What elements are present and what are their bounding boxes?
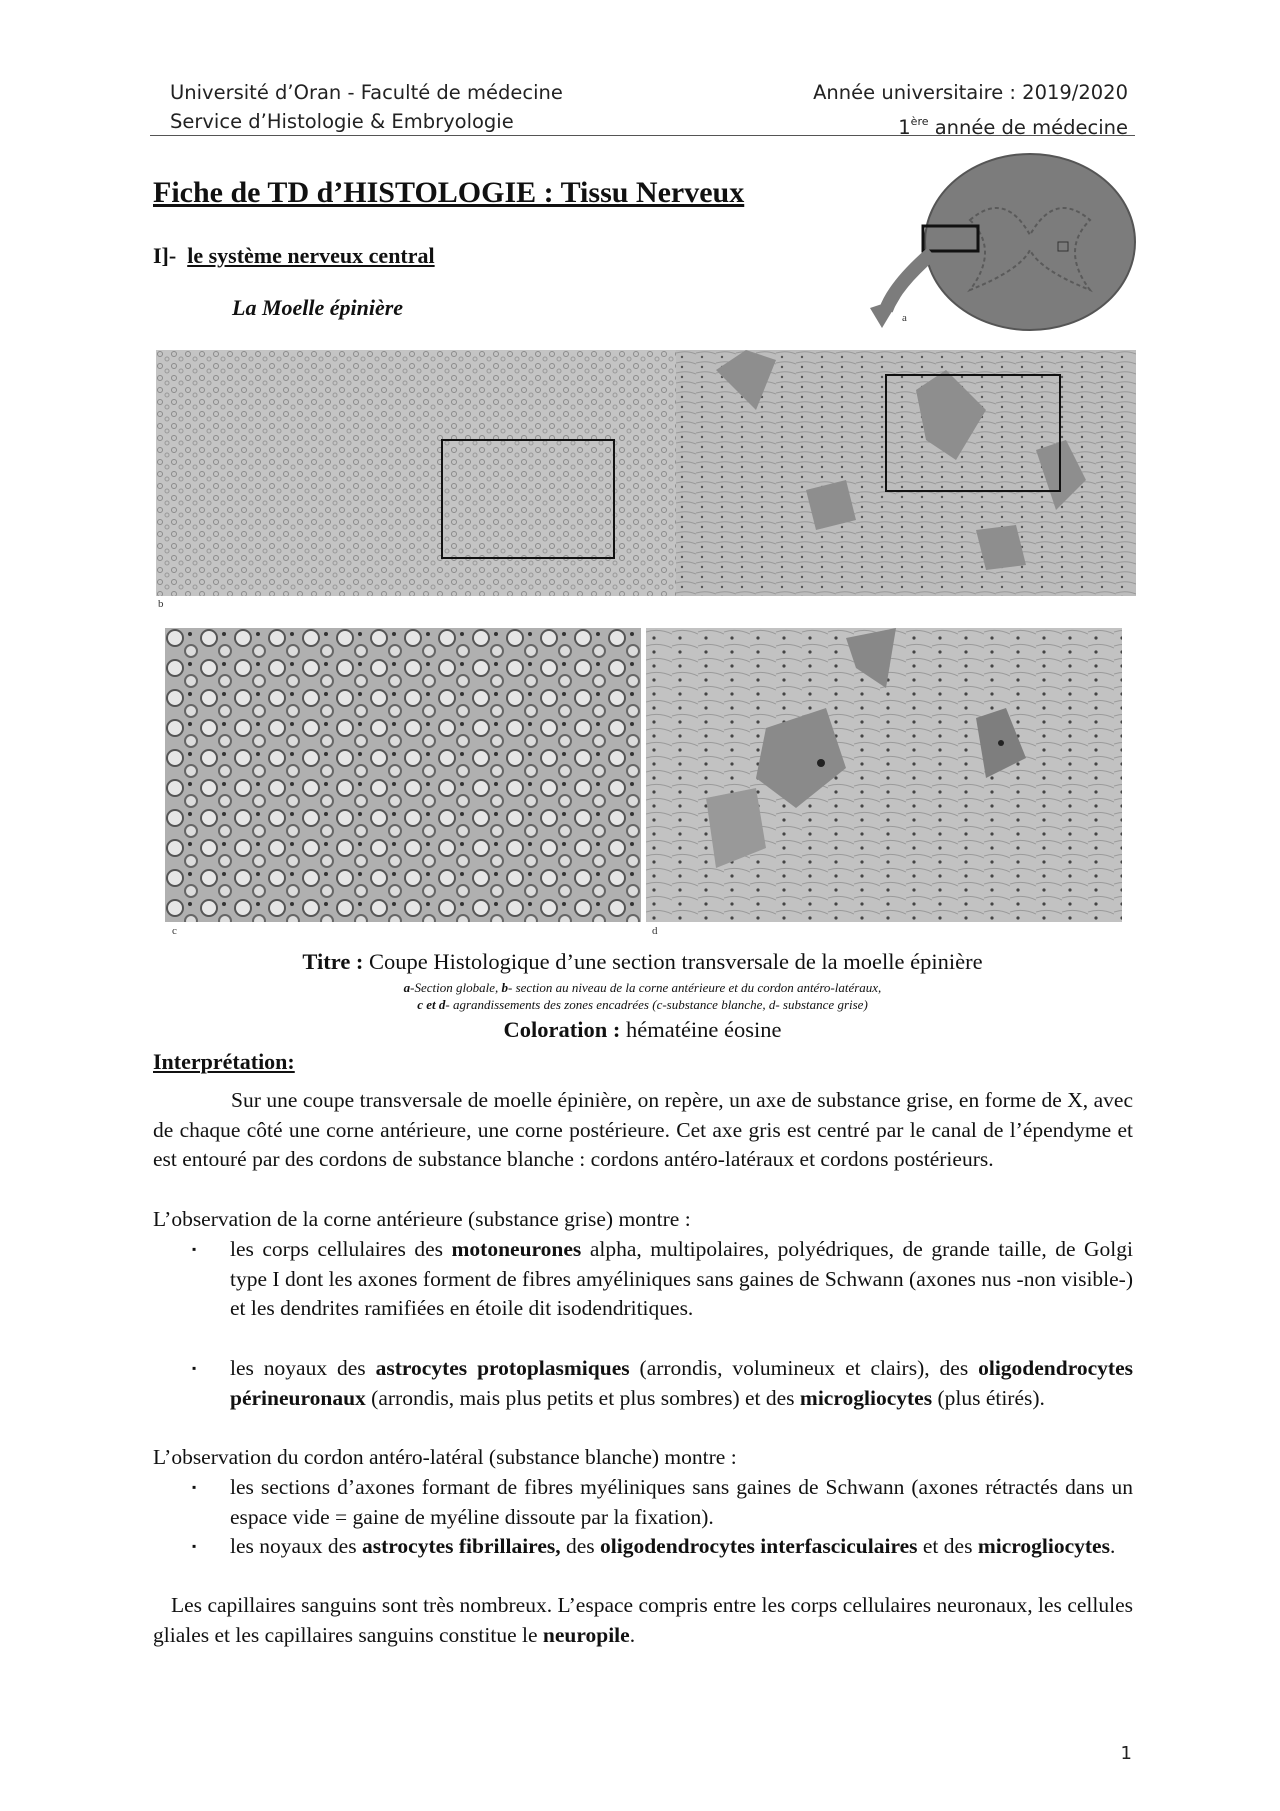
section-label: le système nerveux central — [187, 243, 435, 268]
figure-label-a: a — [902, 312, 907, 324]
bullet-icon: ▪ — [192, 1242, 197, 1256]
list-item-glial-white: ▪ les noyaux des astrocytes fibrillaires, des oligodendrocytes interfasciculaires et des microgliocytes. — [230, 1532, 1133, 1562]
figure-caption-line2: a-Section globale, b- section au niveau de la corne antérieure et du cordon antéro-latéraux, — [403, 980, 882, 995]
figure-b — [156, 350, 1136, 596]
micrograph-b-image — [156, 350, 1136, 596]
interpretation-heading: Interprétation: — [153, 1049, 295, 1074]
list-item-axons: ▪ les sections d’axones formant de fibres myéliniques sans gaines de Schwann (axones rétractés dans un espace vide = gaine de myéline dissoute par la fixation). — [192, 1475, 1133, 1529]
figure-caption-title: Titre : Coupe Histologique d’une section transversale de la moelle épinière — [302, 949, 983, 974]
section-heading — [153, 243, 435, 269]
observation-white-matter: L’observation du cordon antéro-latéral (substance blanche) montre : — [153, 1445, 737, 1469]
bullet-icon: ▪ — [192, 1539, 197, 1553]
header-left — [170, 78, 563, 136]
figure-label-d: d — [652, 925, 658, 937]
figure-caption-line3: c et d- agrandissements des zones encadrées (c-substance blanche, d- substance grise) — [417, 997, 868, 1012]
paragraph-neuropile: Les capillaires sanguins sont très nombreux. L’espace compris entre les corps cellulaires neuronaux, les cellules gliales et les capillaires sanguins constitue le neuropile. — [153, 1593, 1133, 1647]
figure-d — [646, 628, 1122, 922]
figure-caption-stain: Coloration : hématéine éosine — [503, 1017, 782, 1042]
figure-a — [840, 150, 1140, 336]
micrograph-c-image — [165, 628, 641, 922]
observation-gray-matter: L’observation de la corne antérieure (substance grise) montre : — [153, 1207, 691, 1231]
study-year: 1ère année de médecine — [898, 115, 1128, 139]
section-number: I]- — [153, 243, 177, 268]
micrograph-d-image — [646, 628, 1122, 922]
university-name: Université d’Oran - Faculté de médecine — [170, 81, 563, 104]
figure-c — [165, 628, 641, 922]
subsection-heading: La Moelle épinière — [232, 295, 404, 320]
list-item-glial-gray: ▪ les noyaux des astrocytes protoplasmiques (arrondis, volumineux et clairs), des oligodendrocytes périneuronaux (arrondis, mais plus petits et plus sombres) et des microgliocytes (plus étirés). — [192, 1356, 1133, 1410]
page-number: 1 — [1120, 1743, 1132, 1764]
figure-label-c: c — [172, 925, 177, 937]
academic-year: Année universitaire : 2019/2020 — [813, 81, 1128, 104]
bullet-icon: ▪ — [192, 1480, 197, 1494]
paragraph-intro: Sur une coupe transversale de moelle épinière, on repère, un axe de substance grise, en forme de X, avec de chaque côté une corne antérieure, une corne postérieure. Cet axe gris est centré par le canal de l’épendyme et est entouré par des cordons de substance blanche : cordons antéro-latéraux et cordons postérieurs. — [153, 1088, 1133, 1171]
header-right — [813, 78, 1128, 142]
spinal-cord-section-image — [840, 150, 1140, 336]
list-item-motoneurons: ▪ les corps cellulaires des motoneurones alpha, multipolaires, polyédriques, de grande taille, de Golgi type I dont les axones forment de fibres amyéliniques sans gaines de Schwann (axones nus -non visible-) et les dendrites ramifiées en étoile dit isodendritiques. — [192, 1237, 1133, 1320]
bullet-icon: ▪ — [192, 1361, 197, 1375]
figure-label-b: b — [158, 598, 164, 610]
service-name: Service d’Histologie & Embryologie — [170, 110, 514, 133]
header-divider — [150, 135, 1135, 136]
page-title: Fiche de TD d’HISTOLOGIE : Tissu Nerveux — [153, 176, 745, 209]
